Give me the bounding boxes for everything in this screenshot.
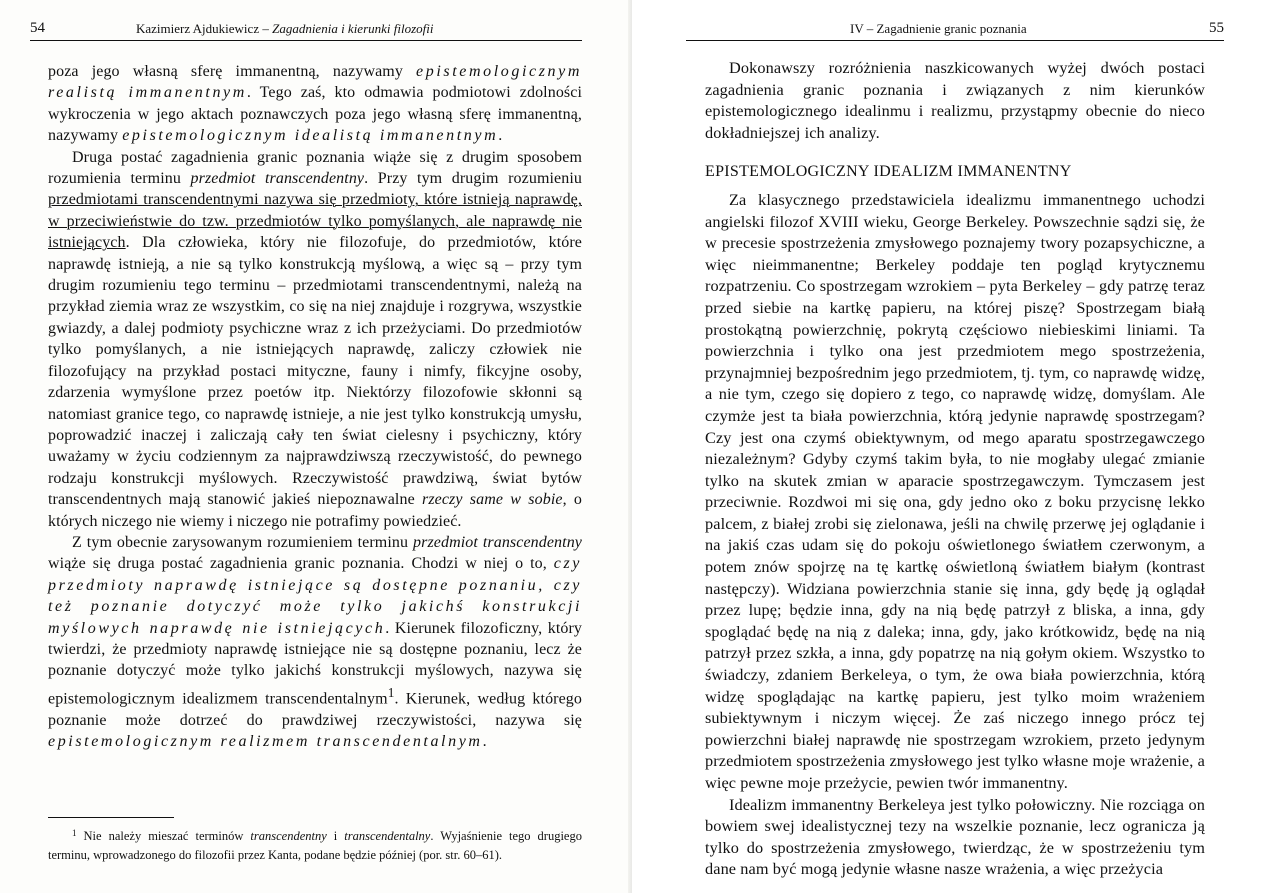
text-run: Z tym obecnie zarysowanym rozumieniem terminu [72,533,414,551]
emphasized-text: rzeczy same w sobie [422,491,563,509]
paragraph: Za klasycznego przedstawiciela idealizmu immanentnego uchodzi angielski filozof XVIII wieku, George Berkeley. Powszechnie sądzi się, że w precesie spostrzeżenia zmysłowego poznajemy twory pozapsychiczne, a więc nieimmanentne; Berkeley poddaje ten pogląd krytycznemu rozpatrzeniu. Co spostrzegam wzrokiem – pyta Berkeley – gdy patrzę teraz przed siebie na kartkę papieru, na której piszę? Spostrzegam białą prostokątną powierzchnię, pokrytą częściowo niebieskimi liniami. Ta powierzchnia i tylko ona jest przedmiotem mego spostrzeżenia, przynajmniej bezpośrednim jego przedmiotem, tj. tym, co naprawdę widzę, a nie tym, czego się dopiero z tego, co naprawdę widzę, domyślam. Ale czymże jest ta biała powierzchnia, którą jedynie naprawdę spostrzegam? Czy jest ona czymś obiektywnym, od mego aparatu spostrzegawczego niezależnym? Gdyby czymś takim była, to nie mogłaby ulegać zmianie tylko na skutek zmian w aparacie spostrzegawczym. Tymczasem jest przeciwnie. Rozdwoi mi się ona, gdy jedno oko z boku przycisnę lekko palcem, z białej zrobi się zielonawa, jeśli na chwilę przerwę jej oglądanie i na jakiś czas udam się do pokoju oświetlonego światłem czerwonym, a potem znów spojrzę na tę kartkę oświetloną światłem białym (kontrast następczy). Widziana powierzchnia stanie się inna, gdy będę ją oglądał przez lupę; będzie inna, gdy na nią będę patrzył z bliska, a inna, gdy spoglądać będę na nią z daleka; inna, gdy, jako krótkowidz, będę na nią patrzył przez szkła, a inna, gdy popatrzę na nią gołym okiem. Wszystko to świadczy, zdaniem Berkeleya, o tym, że owa biała powierzchnia, którą widzę spoglądając na kartkę papieru, jest tylko moim wrażeniem subiektywnym i niczym więcej. Że zaś niczego innego prócz tej powierzchni białej naprawdę nie spostrzegam wzrokiem, przeto jedynym przedmiotem spostrzeżenia zmysłowego jest tylko własne moje wrażenie, a więc pewne moje przeżycie, pewien twór immanentny. [705,189,1205,792]
emphasized-text: przedmiot transcendentny [413,533,582,551]
emphasized-text: transcendentny [250,829,327,843]
footnote [48,824,582,865]
text-run: i [326,829,345,843]
intro-paragraph: Dokonawszy rozróżnienia naszkicowanych wyżej dwóch postaci zagadnienia granic poznania i związanych z nim kierunków epistemologicznego idealinmu i realizmu, przystąpmy obecnie do nieco dokładniejszej ich analizy. [705,58,1205,142]
left-running-header [30,20,582,42]
header-rule [30,40,582,41]
right-page [632,0,1263,893]
text-run: wiąże się druga postać zagadnienia granic poznania. Chodzi w niej o to, [48,555,554,573]
text-run: . Tego zaś, kto odmawia podmiotowi zdolności wykroczenia w jego aktach poznawczych poza jego własną sferę immanentną, nazywamy [48,84,582,145]
text-run: Druga postać zagadnienia granic poznania wiąże się z drugim sposobem rozumienia terminu [48,148,582,188]
text-run: poza jego własną sferę immanentną, nazywamy [48,63,417,80]
section-heading: EPISTEMOLOGICZNY IDEALIZM IMMANENTNY [705,163,1072,181]
right-page-number: 55 [1209,20,1224,36]
running-head-book-title: Zagadnienia i kierunki filozofii [272,21,434,36]
emphasized-text: epistemologicznym idealistą immanentnym [122,127,499,145]
header-rule [686,40,1224,41]
text-run: . [482,732,487,750]
paragraph [48,532,582,752]
emphasized-text: przedmiotami transcendentnymi nazywa się przedmioty, które istnieją naprawdę, w przeciwieństwie do tzw. przedmiotów tylko pomyślanych, ale naprawdę nie istniejących [48,191,582,252]
footnote-marker: 1 [72,828,77,838]
emphasized-text: przedmiot transcendentny [190,170,365,188]
emphasized-text: transcendentalny [344,829,431,843]
text-run: . Kierunek filozoficzny, który twierdzi, że przedmioty naprawdę istniejące nie są dostępne poznaniu, lecz że poznanie dotyczyć może tylko jakichś konstrukcji myślowych, nazywa się epistemologicznym idealizmem transcendentalnym [48,619,582,708]
footnote-text [48,824,582,865]
text-run: . Wyjaśnienie tego drugiego terminu, wprowadzonego do filozofii przez Kanta, podane będzie później (por. str. 60–61). [48,829,582,862]
text-run: Nie należy mieszać terminów [76,829,251,843]
footnote-marker: 1 [387,684,395,700]
left-running-title [136,21,434,37]
left-body-text [48,61,582,752]
text-run: . Dla człowieka, który nie filozofuje, do przedmiotów, które naprawdę istnieją, a nie są tylko konstrukcją myślową, a więc są – przy tym drugim rozumieniu tego terminu – przedmiotami transcendentnymi, należą na przykład ziemia wraz ze wszystkim, co się na niej znajduje i rozgrywa, wszystkie gwiazdy, a dalej podmioty psychiczne wraz z ich przeżyciami. Do przedmiotów tylko pomyślanych, a nie istniejących naprawdę, zaliczy człowiek nie filozofujący na przykład postaci mityczne, fauny i nimfy, fikcyjne osoby, zdarzenia wymyślone przez poetów itp. Niektórzy filozofowie skłonni są natomiast granice tego, co naprawdę istnieje, a nie jest tylko konstrukcją umysłu, poprowadzić inaczej i zaliczają cały ten świat cielesny i psychiczny, który uważamy w życiu codziennym za najprawdziwszą rzeczywistość, do pewnego rodzaju konstrukcji myślowych. Rzeczywistość prawdziwą, świat bytów transcendentnych mają stanowić jakieś niepoznawalne [48,234,582,509]
left-page-number: 54 [30,20,45,36]
text-run: . [498,127,503,145]
right-running-header [686,20,1224,42]
text-run: . Przy tym drugim rozumieniu [364,170,582,188]
paragraph: Idealizm immanentny Berkeleya jest tylko połowiczny. Nie rozciąga on bowiem swej idealistycznej tezy na wszelkie poznanie, lecz ogranicza ją tylko do spostrzeżenia zmysłowego, twierdząc, że w spostrzeżeniu tym dane nam być mogą jedynie własne nasze wrażenia, a więc przeżycia [705,794,1205,879]
right-body-text [705,57,1205,880]
footnote-rule [48,817,174,818]
paragraph [48,61,582,147]
paragraph [48,147,582,532]
emphasized-text: epistemologicznym realistą immanentnym [48,63,582,102]
emphasized-text: czy przedmioty naprawdę istniejące są dostępne poznaniu, czy też poznanie dotyczyć może tylko jakichś konstrukcji myślowych naprawdę nie istniejących [48,555,582,637]
right-running-title: IV – Zagadnienie granic poznania [850,21,1027,36]
text-run: . Kierunek, według którego poznanie może dotrzeć do prawdziwej rzeczywistości, nazywa się [48,690,583,729]
text-run: , o których niczego nie wiemy i niczego nie potrafimy powiedzieć. [48,491,582,530]
emphasized-text: epistemologicznym realizmem transcendentalnym [48,732,483,750]
running-head-author: Kazimierz Ajdukiewicz – [136,21,273,36]
